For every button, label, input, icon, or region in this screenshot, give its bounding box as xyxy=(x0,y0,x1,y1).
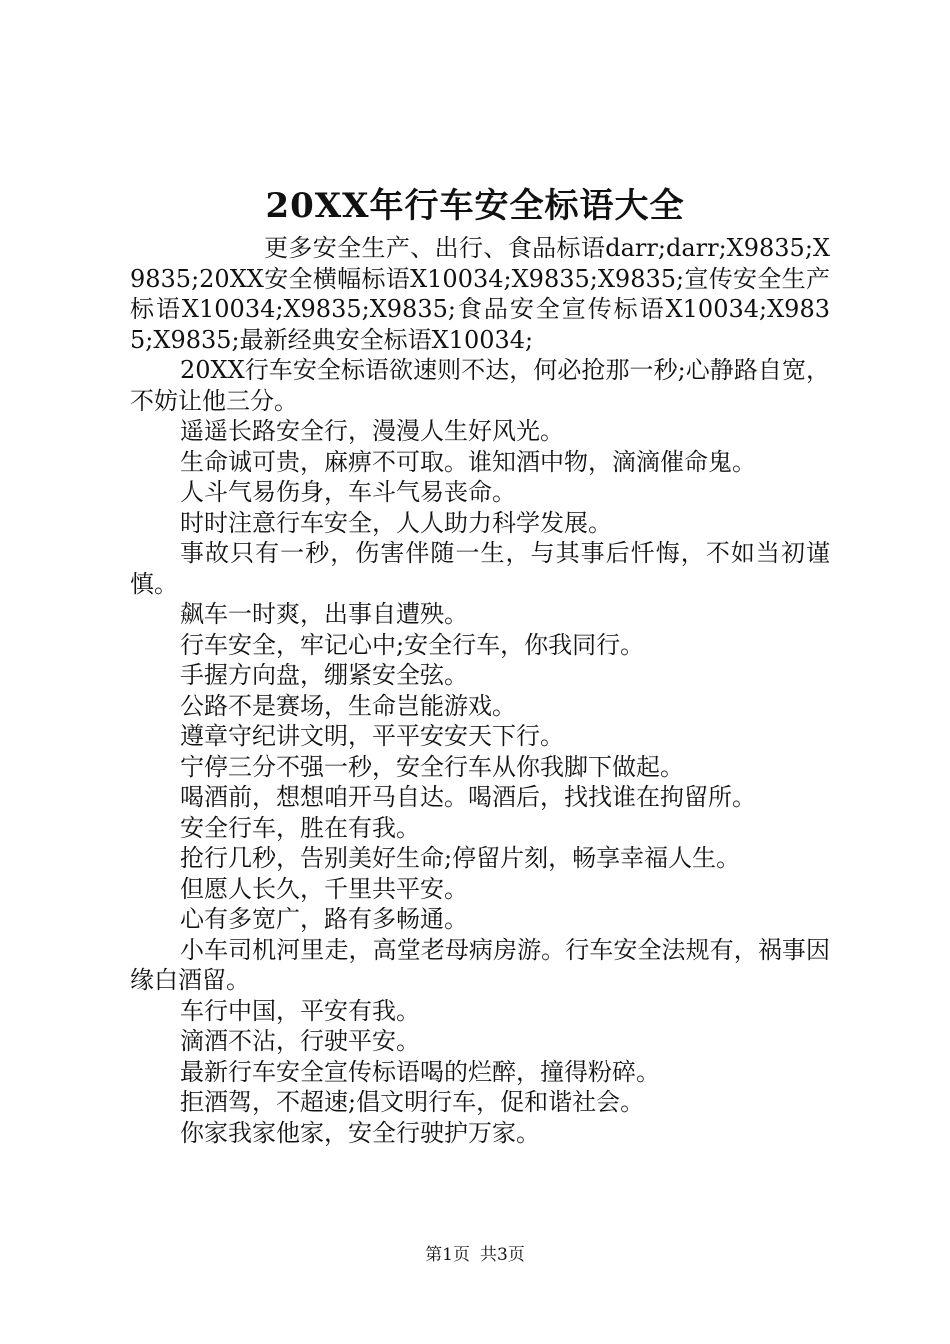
slogan-paragraph: 拒酒驾，不超速;倡文明行车，促和谐社会。 xyxy=(180,1088,645,1116)
slogan-paragraph: 安全行车，胜在有我。 xyxy=(180,813,420,842)
slogan-paragraph: 车行中国，平安有我。 xyxy=(180,996,420,1025)
page-total: 共3页 xyxy=(480,1245,525,1265)
page-footer xyxy=(0,1243,950,1267)
slogan-paragraph: 抢行几秒，告别美好生命;停留片刻，畅享幸福人生。 xyxy=(180,844,741,872)
page-number: 第1页 xyxy=(425,1245,470,1265)
slogan-paragraph: 心有多宽广，路有多畅通。 xyxy=(180,905,468,933)
slogan-paragraph: 遵章守纪讲文明，平平安安天下行。 xyxy=(180,722,564,750)
slogan-paragraph: 生命诚可贵，麻痹不可取。谁知酒中物，滴滴催命鬼。 xyxy=(180,447,756,476)
slogan-paragraph: 飙车一时爽，出事自遭殃。 xyxy=(180,600,468,628)
intro-paragraph: 更多安全生产、出行、食品标语darr;darr;X9835;X9835;20XX安全横幅标语X10034;X9835;X9835;宣传安全生产标语X10034;X9835;X9835;食品安全宣传标语X10034;X9835;X9835;最新经典安全标语X10034; xyxy=(130,234,830,354)
slogan-paragraph: 人斗气易伤身，车斗气易丧命。 xyxy=(180,478,516,506)
slogan-paragraph: 小车司机河里走，高堂老母病房游。行车安全法规有，祸事因缘白酒留。 xyxy=(130,935,830,994)
slogan-paragraph: 你家我家他家，安全行驶护万家。 xyxy=(180,1118,540,1147)
document-body xyxy=(130,233,830,1148)
slogan-paragraph: 事故只有一秒，伤害伴随一生，与其事后忏悔，不如当初谨慎。 xyxy=(130,539,830,598)
document-title: 20XX年行车安全标语大全 xyxy=(265,186,685,226)
slogan-paragraph: 公路不是赛场，生命岂能游戏。 xyxy=(180,691,516,720)
slogan-paragraph: 滴酒不沾，行驶平安。 xyxy=(180,1027,420,1055)
slogan-paragraph: 喝酒前，想想咱开马自达。喝酒后，找找谁在拘留所。 xyxy=(180,783,756,811)
slogan-paragraph: 但愿人长久，千里共平安。 xyxy=(180,874,468,903)
slogan-paragraph: 手握方向盘，绷紧安全弦。 xyxy=(180,661,468,689)
slogan-paragraph: 20XX行车安全标语欲速则不达，何必抢那一秒;心静路自宽，不妨让他三分。 xyxy=(130,356,830,415)
slogan-paragraph: 行车安全，牢记心中;安全行车，你我同行。 xyxy=(180,630,645,659)
slogan-paragraph: 遥遥长路安全行，漫漫人生好风光。 xyxy=(180,417,564,445)
slogan-paragraph: 最新行车安全宣传标语喝的烂醉，撞得粉碎。 xyxy=(180,1057,660,1086)
slogan-paragraph: 时时注意行车安全，人人助力科学发展。 xyxy=(180,508,612,537)
slogan-paragraph: 宁停三分不强一秒，安全行车从你我脚下做起。 xyxy=(180,752,684,781)
